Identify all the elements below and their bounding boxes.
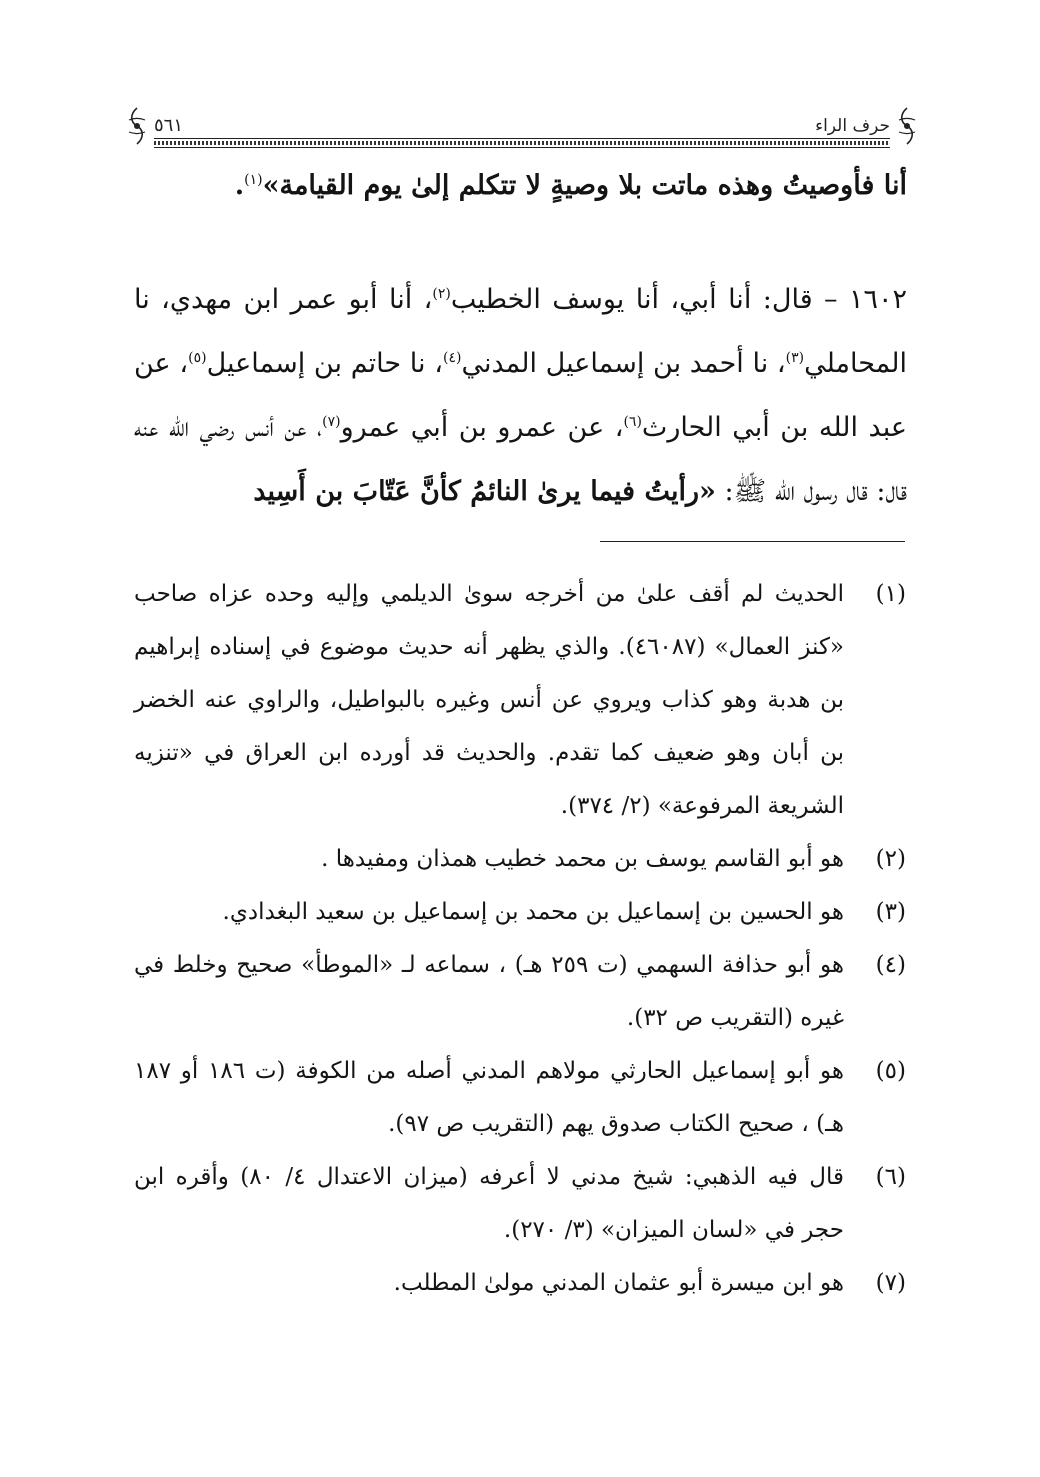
footnote: (٣) هو الحسين بن إسماعيل بن محمد بن إسماعيل بن سعيد البغدادي. xyxy=(134,886,906,939)
footnote: (٦) قال فيه الذهبي: شيخ مدني لا أعرفه (ميزان الاعتدال ٤/ ٨٠) وأقره ابن حجر في «لسان الميزان» (٣/ ٢٧٠). xyxy=(134,1151,906,1257)
page-number: ٥٦١ xyxy=(154,115,184,136)
footnote-number: (٥) xyxy=(875,1058,906,1084)
footnote-ref[interactable]: (٦) xyxy=(623,414,642,430)
header-rule xyxy=(154,138,890,148)
footnote-number: (٤) xyxy=(875,952,906,978)
footnotes xyxy=(134,568,906,1310)
footnote-ref[interactable]: (٥) xyxy=(188,350,207,366)
footnote: (٢) هو أبو القاسم يوسف بن محمد خطيب همذان ومفيدها . xyxy=(134,833,906,886)
footnote-separator xyxy=(600,541,905,542)
footnote-number: (٧) xyxy=(875,1270,906,1296)
hadith-quote: «رأيتُ فيما يرىٰ النائمُ كأنَّ عَتّابَ بن أَسِيد xyxy=(253,476,716,507)
floral-ornament-icon xyxy=(126,106,148,146)
footnote: (٤) هو أبو حذافة السهمي (ت ٢٥٩ هـ) ، سماعه لـ «الموطأ» صحيح وخلط في غيره (التقريب ص ٣٢). xyxy=(134,939,906,1045)
page-header xyxy=(132,100,912,158)
footnote-ref[interactable]: (٢) xyxy=(432,286,451,302)
footnote-number: (٢) xyxy=(875,846,906,872)
continuation-text: أنا فأوصيتُ وهذه ماتت بلا وصيةٍ لا تتكلم إلىٰ يوم القيامة»$^{(١)}$. xyxy=(234,170,907,201)
footnote-number: (١) xyxy=(875,581,906,607)
footnote: (٧) هو ابن ميسرة أبو عثمان المدني مولىٰ المطلب. xyxy=(134,1257,906,1310)
footnote-ref[interactable]: (١) xyxy=(244,172,263,188)
footnote-number: (٦) xyxy=(875,1164,906,1190)
hadith-paragraph: ١٦٠٢ – قال: أنا أبي، أنا يوسف الخطيب$^{(٢)}$، أنا أبو عمر ابن مهدي، نا المحاملي$^{(٣)}$، نا أحمد بن إسماعيل المدني$^{(٤)}$، نا حاتم بن إسماعيل$^{(٥)}$، عن عبد الله بن أبي الحارث$^{(٦)}$، عن عمرو بن أبي عمرو$^{(٧)}$، عن أنس رضي الله عنه قال: قال رسول الله ﷺ: «رأيتُ فيما يرىٰ النائمُ كأنَّ عَتّابَ بن أَسِيد xyxy=(134,284,908,507)
footnote-ref[interactable]: (٣) xyxy=(785,350,805,366)
footnote-ref[interactable]: (٧) xyxy=(322,414,341,430)
footnote-ref[interactable]: (٤) xyxy=(442,350,462,366)
footnote-number: (٣) xyxy=(875,899,906,925)
section-title: حرف الراء xyxy=(815,116,890,136)
floral-ornament-icon xyxy=(896,106,918,146)
footnote: (٥) هو أبو إسماعيل الحارثي مولاهم المدني أصله من الكوفة (ت ١٨٦ أو ١٨٧ هـ) ، صحيح الكتاب صدوق يهم (التقريب ص ٩٧). xyxy=(134,1045,906,1151)
footnote: (١) الحديث لم أقف علىٰ من أخرجه سوىٰ الديلمي وإليه وحده عزاه صاحب «كنز العمال» (٤٦٠٨٧). والذي يظهر أنه حديث موضوع في إسناده إبراهيم بن هدبة وهو كذاب ويروي عن أنس وغيره بالبواطيل، والراوي عنه الخضر بن أبان وهو ضعيف كما تقدم. والحديث قد أورده ابن العراق في «تنزيه الشريعة المرفوعة» (٢/ ٣٧٤). xyxy=(134,568,906,833)
